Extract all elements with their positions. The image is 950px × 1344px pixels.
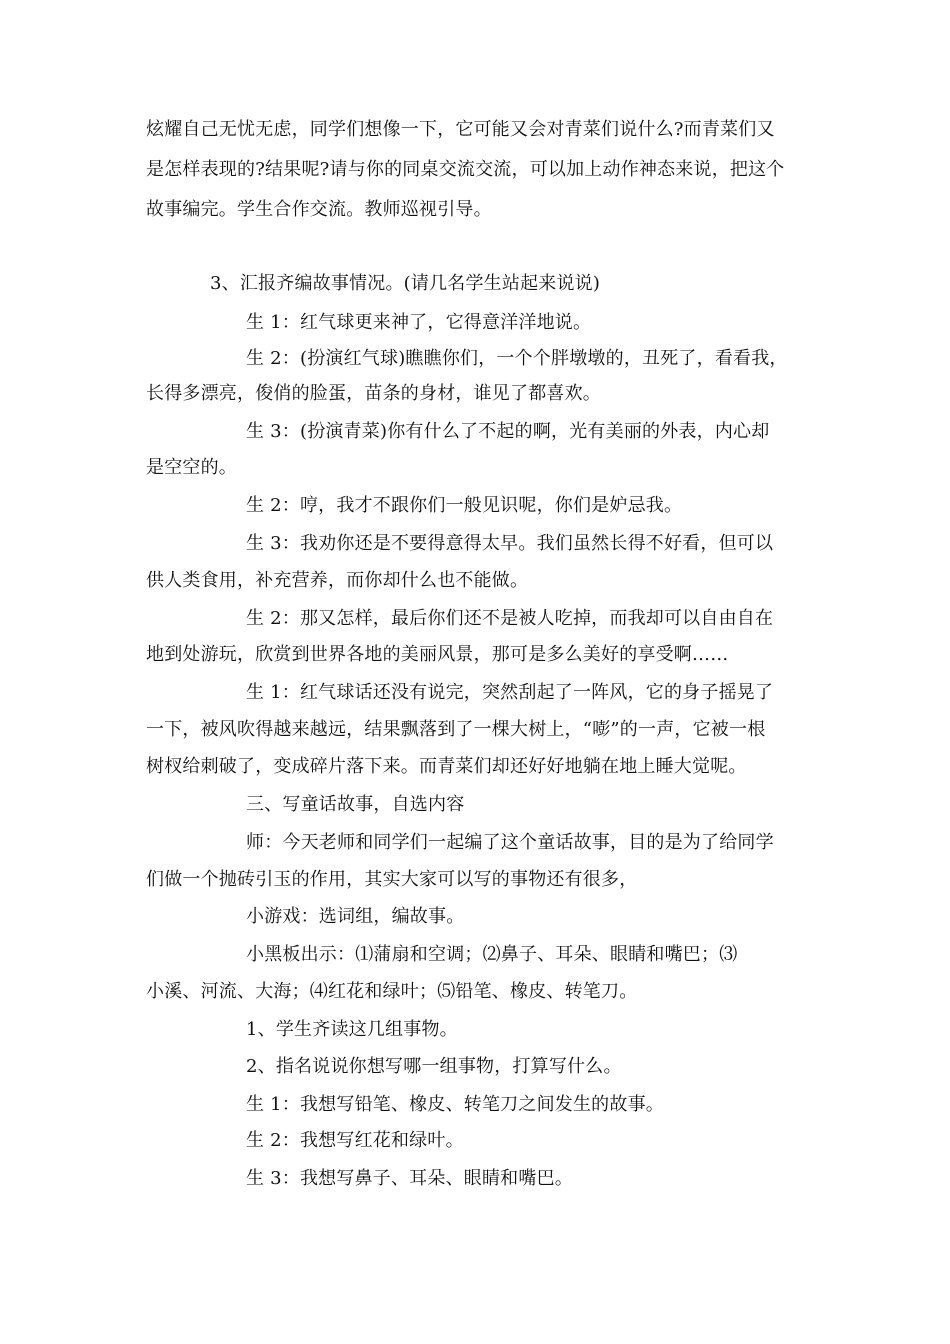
text-line: 生 2：那又怎样，最后你们还不是被人吃掉，而我却可以自由自在 xyxy=(246,608,774,629)
text-line: 生 1：红气球更来神了，它得意洋洋地说。 xyxy=(246,312,592,333)
text-line: 树杈给刺破了，变成碎片落下来。而青菜们却还好好地躺在地上睡大觉呢。 xyxy=(146,756,747,777)
text-line: 生 3：(扮演青菜)你有什么了不起的啊，光有美丽的外表，内心却 xyxy=(246,421,770,442)
text-line: 炫耀自己无忧无虑，同学们想像一下，它可能又会对青菜们说什么?而青菜们又 xyxy=(146,119,775,140)
text-line: 小游戏：选词组，编故事。 xyxy=(246,906,465,927)
text-line: 故事编完。学生合作交流。教师巡视引导。 xyxy=(146,199,492,220)
text-line: 小溪、河流、大海；⑷红花和绿叶；⑸铅笔、橡皮、转笔刀。 xyxy=(146,981,638,1002)
text-line: 三、写童话故事，自选内容 xyxy=(246,794,465,815)
text-line: 生 3：我想写鼻子、耳朵、眼睛和嘴巴。 xyxy=(246,1168,573,1189)
text-line: 2、指名说说你想写哪一组事物，打算写什么。 xyxy=(246,1056,622,1077)
text-line: 长得多漂亮，俊俏的脸蛋，苗条的身材，谁见了都喜欢。 xyxy=(146,383,601,404)
text-line: 生 1：我想写铅笔、橡皮、转笔刀之间发生的故事。 xyxy=(246,1094,664,1115)
text-line: 师：今天老师和同学们一起编了这个童话故事，目的是为了给同学 xyxy=(246,832,774,853)
text-line: 1、学生齐读这几组事物。 xyxy=(246,1019,458,1040)
text-line: 生 2：(扮演红气球)瞧瞧你们，一个个胖墩墩的，丑死了，看看我， xyxy=(246,348,788,369)
text-line: 地到处游玩，欣赏到世界各地的美丽风景，那可是多么美好的享受啊…… xyxy=(146,644,729,665)
text-line: 生 2：哼，我才不跟你们一般见识呢，你们是妒忌我。 xyxy=(246,495,683,516)
text-line: 供人类食用，补充营养，而你却什么也不能做。 xyxy=(146,570,529,591)
text-line: 生 2：我想写红花和绿叶。 xyxy=(246,1130,464,1151)
text-line: 生 3：我劝你还是不要得意得太早。我们虽然长得不好看，但可以 xyxy=(246,533,774,554)
text-line: 是空空的。 xyxy=(146,457,237,478)
text-line: 生 1：红气球话还没有说完，突然刮起了一阵风，它的身子摇晃了 xyxy=(246,682,774,703)
text-line: 小黑板出示：⑴蒲扇和空调；⑵鼻子、耳朵、眼睛和嘴巴；⑶ xyxy=(246,944,738,965)
text-line: 是怎样表现的?结果呢?请与你的同桌交流交流，可以加上动作神态来说，把这个 xyxy=(146,159,785,180)
text-line: 3、汇报齐编故事情况。(请几名学生站起来说说) xyxy=(210,273,601,294)
text-line: 们做一个抛砖引玉的作用，其实大家可以写的事物还有很多， xyxy=(146,869,638,890)
text-line: 一下，被风吹得越来越远，结果飘落到了一棵大树上，“嘭”的一声，它被一根 xyxy=(146,719,766,740)
